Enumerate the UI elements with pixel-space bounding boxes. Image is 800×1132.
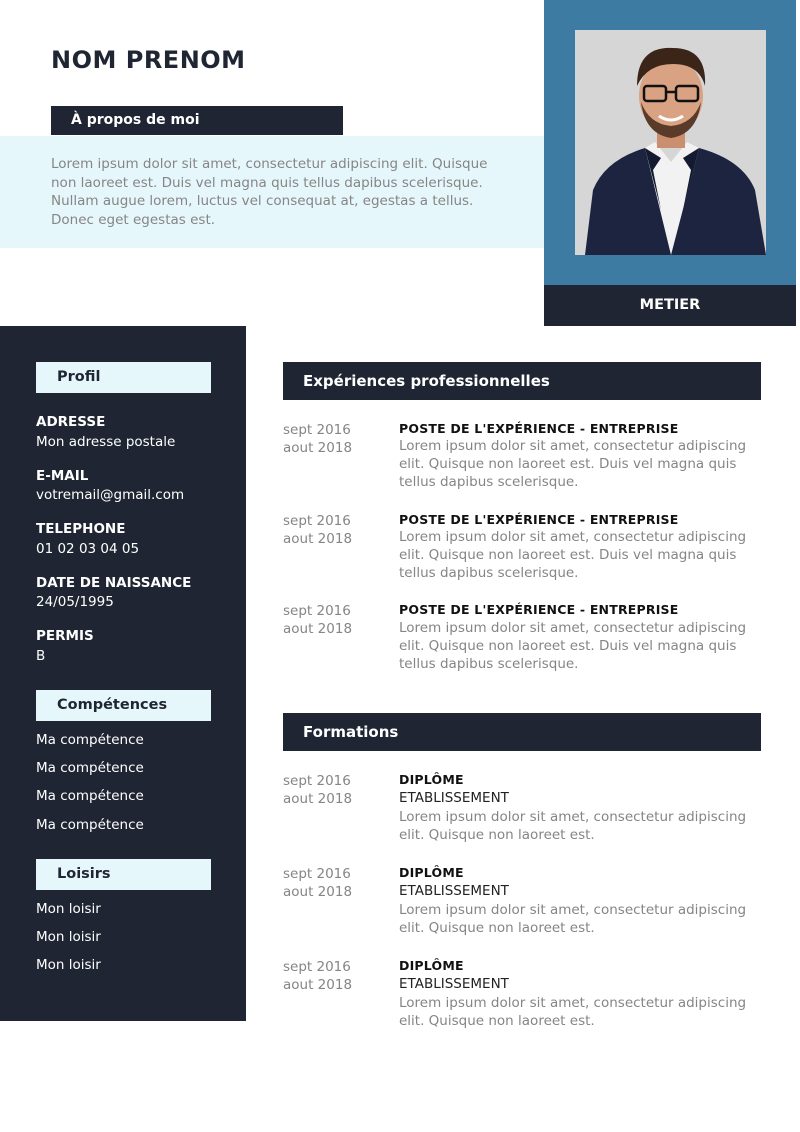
education-start: sept 2016 [283,773,351,789]
experience-date [283,512,352,548]
skill-item: Ma compétence [36,788,144,804]
education-school: ETABLISSEMENT [399,976,509,992]
experience-end: aout 2018 [283,621,353,637]
info-label-phone: TELEPHONE [36,521,126,537]
education-date [283,865,352,901]
education-start: sept 2016 [283,959,351,975]
about-text: Lorem ipsum dolor sit amet, consectetur adipiscing elit. Quisque non laoreet est. Duis vel magna quis tellus dapibus scelerisque. Nullam augue lorem, luctus vel consequat at, egestas a tellus. Donec eget egestas est. [51,156,488,228]
skills-title: Compétences [36,690,211,721]
education-start: sept 2016 [283,866,351,882]
hobby-item: Mon loisir [36,929,101,945]
info-value-license: B [36,648,46,664]
skill-item: Ma compétence [36,817,144,833]
job-title: METIER [544,285,796,326]
education-degree: DIPLÔME [399,772,464,787]
education-end: aout 2018 [283,791,353,807]
experience-title: POSTE DE L'EXPÉRIENCE - ENTREPRISE [399,512,679,527]
hobbies-title: Loisirs [36,859,211,890]
experience-title: POSTE DE L'EXPÉRIENCE - ENTREPRISE [399,421,679,436]
experience-title: POSTE DE L'EXPÉRIENCE - ENTREPRISE [399,602,679,617]
education-date [283,958,352,994]
experience-desc: Lorem ipsum dolor sit amet, consectetur adipiscing elit. Quisque non laoreet est. Duis vel magna quis tellus dapibus scelerisque. [399,438,747,491]
experience-desc: Lorem ipsum dolor sit amet, consectetur adipiscing elit. Quisque non laoreet est. Duis vel magna quis tellus dapibus scelerisque. [399,529,747,582]
experience-end: aout 2018 [283,440,353,456]
education-desc: Lorem ipsum dolor sit amet, consectetur adipiscing elit. Quisque non laoreet est. [399,809,747,844]
info-label-license: PERMIS [36,628,94,644]
info-label-email: E-MAIL [36,468,89,484]
full-name: NOM PRENOM [51,46,246,74]
info-value-address: Mon adresse postale [36,434,176,450]
education-degree: DIPLÔME [399,958,464,973]
experience-date [283,421,352,457]
education-end: aout 2018 [283,977,353,993]
education-date [283,772,352,808]
education-desc: Lorem ipsum dolor sit amet, consectetur adipiscing elit. Quisque non laoreet est. [399,995,747,1030]
experience-start: sept 2016 [283,513,351,529]
experience-start: sept 2016 [283,422,351,438]
experience-desc: Lorem ipsum dolor sit amet, consectetur adipiscing elit. Quisque non laoreet est. Duis vel magna quis tellus dapibus scelerisque. [399,620,747,673]
info-value-phone: 01 02 03 04 05 [36,541,140,557]
skill-item: Ma compétence [36,760,144,776]
profile-photo [575,30,766,255]
profile-title: Profil [36,362,211,393]
experience-header: Expériences professionnelles [283,362,761,400]
education-school: ETABLISSEMENT [399,883,509,899]
education-header: Formations [283,713,761,751]
experience-start: sept 2016 [283,603,351,619]
info-label-address: ADRESSE [36,414,106,430]
education-school: ETABLISSEMENT [399,790,509,806]
skill-item: Ma compétence [36,732,144,748]
about-title: À propos de moi [51,106,343,135]
experience-end: aout 2018 [283,531,353,547]
education-degree: DIPLÔME [399,865,464,880]
info-value-email: votremail@gmail.com [36,487,185,503]
education-desc: Lorem ipsum dolor sit amet, consectetur adipiscing elit. Quisque non laoreet est. [399,902,747,937]
info-value-birthdate: 24/05/1995 [36,594,114,610]
hobby-item: Mon loisir [36,901,101,917]
info-label-birthdate: DATE DE NAISSANCE [36,575,192,591]
education-end: aout 2018 [283,884,353,900]
hobby-item: Mon loisir [36,957,101,973]
experience-date [283,602,352,638]
